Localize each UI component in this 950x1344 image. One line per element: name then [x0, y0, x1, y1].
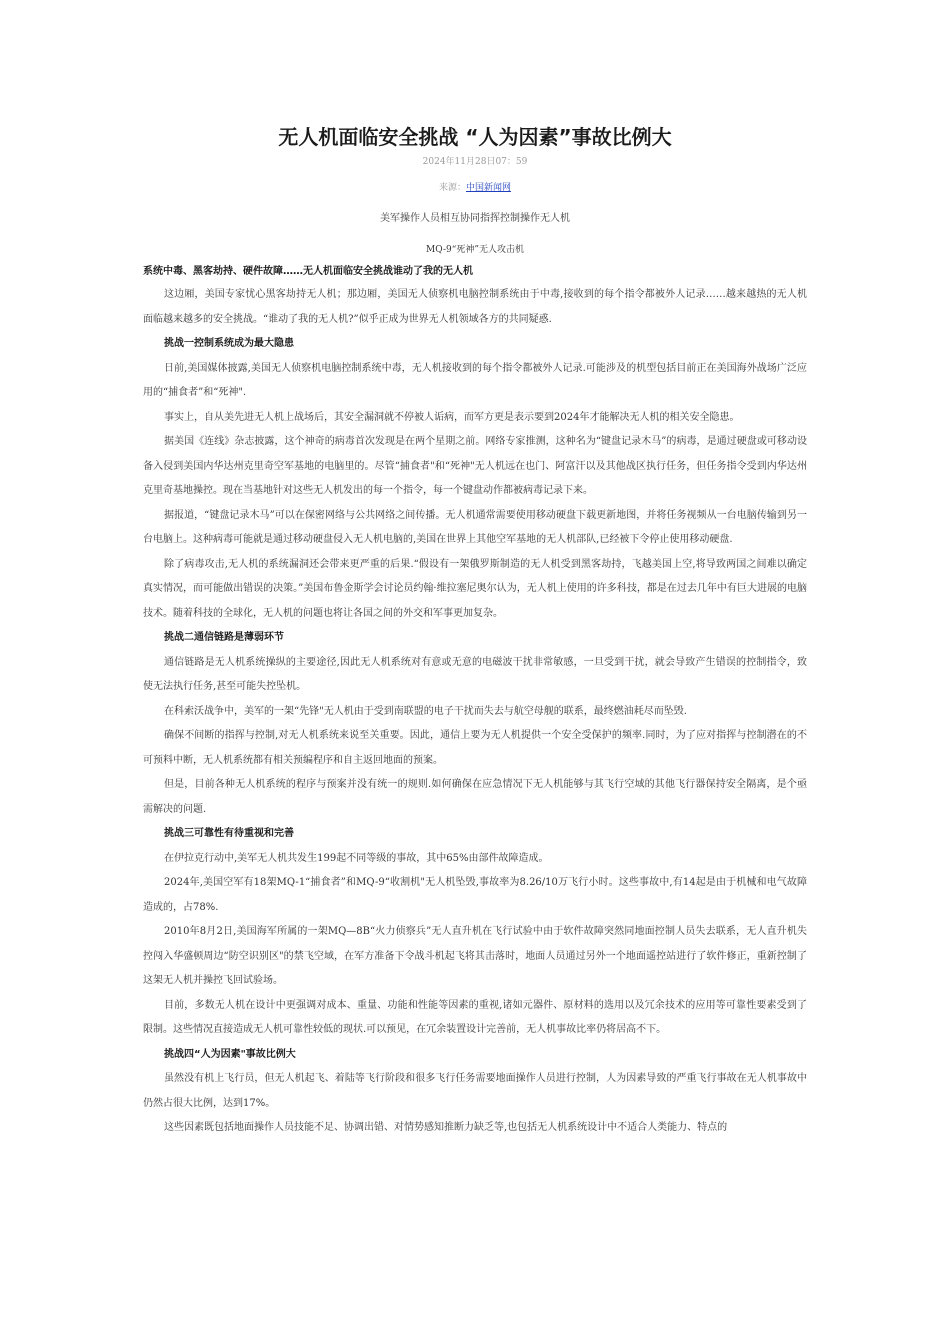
section-heading: 挑战四“人为因素"事故比例大 — [164, 1048, 296, 1060]
body-paragraph: 2024年,美国空军有18架MQ-1“捕食者”和MQ-9“收割机"无人机坠毁,事故率为8.26/10万飞行小时。这些事故中,有14起是由于机械和电气故障造成的，占78%. — [143, 877, 807, 913]
lead-heading: 系统中毒、黑客劫持、硬件故障……无人机面临安全挑战谁动了我的无人机 — [143, 266, 473, 277]
publish-date: 2024年11月28日07：59 — [422, 157, 528, 167]
body-paragraph: 据报道，“键盘记录木马”可以在保密网络与公共网络之间传播。无人机通常需要使用移动硬盘下载更新地图，并将任务视频从一台电脑传输到另一台电脑上。这种病毒可能就是通过移动硬盘侵入无人机电脑的,美国在世界上其他空军基地的无人机部队,已经被下令停止使用移动硬盘. — [143, 509, 807, 545]
source-label: 来源： — [438, 183, 466, 193]
section-heading: 挑战一控制系统成为最大隐患 — [164, 338, 294, 349]
article-body — [143, 283, 807, 1141]
body-paragraph: 通信链路是无人机系统操纵的主要途径,因此无人机系统对有意或无意的电磁波干扰非常敏感，一旦受到干扰，就会导致产生错误的控制指令，致使无法执行任务,甚至可能失控坠机。 — [143, 656, 807, 692]
body-paragraph: 虽然没有机上飞行员，但无人机起飞、着陆等飞行阶段和很多飞行任务需要地面操作人员进行控制，人为因素导致的严重飞行事故在无人机事故中仍然占很大比例，达到17%。 — [143, 1073, 807, 1109]
body-paragraph: 日前,美国媒体披露,美国无人侦察机电脑控制系统中毒，无人机接收到的每个指令都被外人记录.可能涉及的机型包括目前正在美国海外战场广泛应用的“捕食者”和“死神". — [143, 362, 807, 398]
source-line — [143, 181, 807, 195]
section-heading: 挑战二通信链路是薄弱环节 — [164, 632, 284, 643]
section-heading: 挑战三可靠性有待重视和完善 — [164, 828, 294, 839]
body-paragraph: 这边厢，美国专家忧心黑客劫持无人机；那边厢，美国无人侦察机电脑控制系统由于中毒,接收到的每个指令都被外人记录……越来越热的无人机面临越来越多的安全挑战。“谁动了我的无人机?”似乎正成为世界无人机领域各方的共同疑惑. — [143, 289, 807, 325]
body-paragraph: 除了病毒攻击,无人机的系统漏洞还会带来更严重的后果.“假设有一架俄罗斯制造的无人机受到黑客劫持，飞越美国上空,将导致两国之间难以确定真实情况，而可能做出错误的决策。”美国布鲁金斯学会讨论员约翰·维拉塞尼奥尔认为，无人机上使用的许多科技，都是在过去几年中有巨大进展的电脑技术。随着科技的全球化，无人机的问题也将让各国之间的外交和军事更加复杂。 — [143, 558, 807, 619]
image-caption-2: MQ-9“死神”无人攻击机 — [426, 245, 524, 255]
body-paragraph: 在科索沃战争中，美军的一架“先锋"无人机由于受到南联盟的电子干扰而失去与航空母舰的联系，最终燃油耗尽而坠毁. — [164, 705, 687, 717]
image-caption-1: 美军操作人员相互协同指挥控制操作无人机 — [380, 213, 570, 224]
source-link[interactable]: 中国新闻网 — [466, 183, 512, 193]
body-paragraph: 这些因素既包括地面操作人员技能不足、协调出错、对情势感知推断力缺乏等,也包括无人机系统设计中不适合人类能力、特点的 — [164, 1122, 728, 1133]
body-paragraph: 在伊拉克行动中,美军无人机共发生199起不同等级的事故，其中65%由部件故障造成。 — [164, 852, 549, 864]
article-title: 无人机面临安全挑战 “人为因素”事故比例大 — [278, 125, 672, 149]
body-paragraph: 但是，目前各种无人机系统的程序与预案并没有统一的规则.如何确保在应急情况下无人机能够与其飞行空域的其他飞行器保持安全隔离，是个亟需解决的问题. — [143, 779, 807, 815]
body-paragraph: 确保不间断的指挥与控制,对无人机系统来说至关重要。因此，通信上要为无人机提供一个安全受保护的频率.同时，为了应对指挥与控制潜在的不可预料中断，无人机系统都有相关预编程序和自主返回地面的预案。 — [143, 730, 807, 766]
article — [143, 120, 807, 1141]
body-paragraph: 据美国《连线》杂志披露，这个神奇的病毒首次发现是在两个星期之前。网络专家推测，这种名为“键盘记录木马”的病毒，是通过硬盘或可移动设备入侵到美国内华达州克里奇空军基地的电脑里的。尽管“捕食者"和“死神"无人机远在也门、阿富汗以及其他战区执行任务，但任务指令受到内华达州克里奇基地操控。现在当基地针对这些无人机发出的每一个指令，每一个键盘动作都被病毒记录下来。 — [143, 436, 807, 496]
body-paragraph: 事实上，自从美先进无人机上战场后，其安全漏洞就不停被人诟病，而军方更是表示要到2024年才能解决无人机的相关安全隐患。 — [164, 411, 740, 423]
body-paragraph: 目前，多数无人机在设计中更强调对成本、重量、功能和性能等因素的重视,诸如元器件、原材料的选用以及冗余技术的应用等可靠性要素受到了限制。这些情况直接造成无人机可靠性较低的现状.可以预见，在冗余装置设计完善前，无人机事故比率仍将居高不下。 — [143, 999, 807, 1035]
body-paragraph: 2010年8月2日,美国海军所属的一架MQ—8B“火力侦察兵”无人直升机在飞行试验中由于软件故障突然同地面控制人员失去联系，无人直升机失控闯入华盛顿周边“防空识别区"的禁飞空域，在军方准备下令战斗机起飞将其击落时，地面人员通过另外一个地面遥控站进行了软件修正，重新控制了这架无人机并操控飞回试验场。 — [143, 926, 807, 986]
